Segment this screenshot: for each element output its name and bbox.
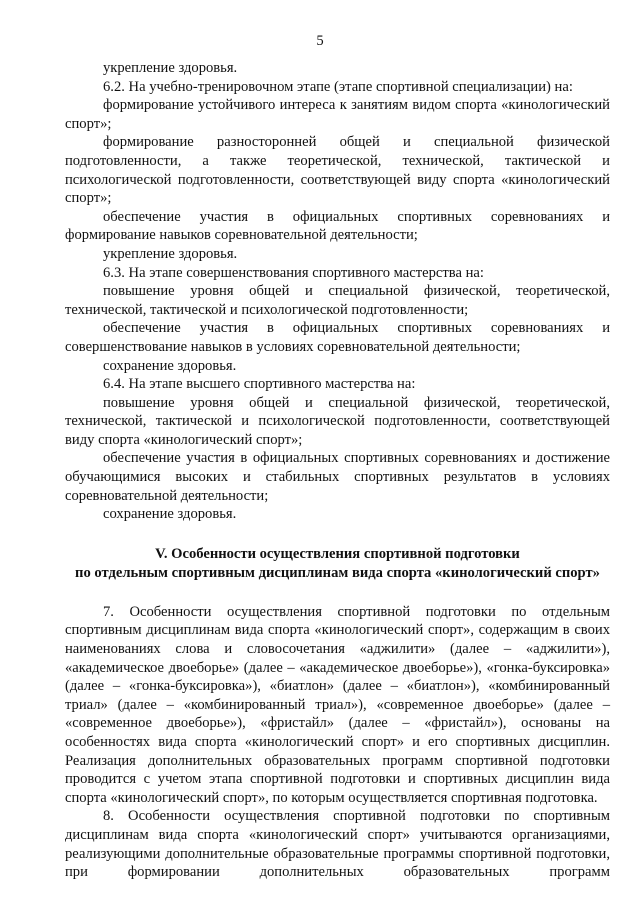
paragraph: повышение уровня общей и специальной физической, теоретической, технической, тактической и психологической подготовленности, соответствующей виду спорта «кинологический спорт»; xyxy=(65,394,610,448)
paragraph: обеспечение участия в официальных спортивных соревнованиях и формирование навыков соревновательной деятельности; xyxy=(65,208,610,244)
paragraph: укрепление здоровья. xyxy=(103,60,238,76)
paragraph: обеспечение участия в официальных спортивных соревнованиях и совершенствование навыков в условиях соревновательной деятельности; xyxy=(65,320,610,355)
paragraph: укрепление здоровья. xyxy=(103,245,238,262)
paragraph: 8. Особенности осуществления спортивной подготовки по спортивным дисциплинам вида спорта «кинологический спорт» учитываются организациями, реализующими дополнительные образовательные программы спортивной подготовки, при формировании дополнительных образовательных программ xyxy=(65,808,610,881)
page-number: 5 xyxy=(316,33,324,49)
paragraph: 6.3. На этапе совершенствования спортивного мастерства на: xyxy=(103,264,484,281)
paragraph: 7. Особенности осуществления спортивной подготовки по отдельным спортивным дисциплинам вида спорта «кинологический спорт», содержащим в своих наименованиях слова и словосочетания «аджилити» (далее – «аджилити»), «академическое двоеборье» (далее – «академическое двоеборье»), «гонка-буксировка» (далее – «гонка-буксировка»), «биатлон» (далее – «биатлон»), «комбинированный триал» (далее – «комбинированный триал»), «современное двоеборье» (далее – «современное двоеборье»), «фристайл» (далее – «фристайл»), основаны на особенностях вида спорта «кинологический спорт» и его спортивных дисциплин. Реализация дополнительных образовательных программ спортивной подготовки проводится с учетом этапа спортивной подготовки и спортивных дисциплин вида спорта «кинологический спорт», по которым осуществляется спортивная подготовка. xyxy=(65,603,610,806)
paragraph: сохранение здоровья. xyxy=(103,506,237,523)
section-heading-line: по отдельным спортивным дисциплинам вида спорта «кинологический спорт» xyxy=(75,564,600,581)
paragraph: 6.2. На учебно-тренировочном этапе (этапе спортивной специализации) на: xyxy=(103,78,573,95)
section-heading xyxy=(65,545,610,583)
paragraph: обеспечение участия в официальных спортивных соревнованиях и достижение обучающимися высоких и стабильных спортивных результатов в условиях соревновательной деятельности; xyxy=(65,450,610,504)
section-heading-line: V. Особенности осуществления спортивной подготовки xyxy=(155,545,520,562)
document-body xyxy=(65,59,610,882)
paragraph: повышение уровня общей и специальной физической, теоретической, технической, тактической и психологической подготовленности; xyxy=(65,283,610,318)
paragraph: формирование устойчивого интереса к занятиям видом спорта «кинологический спорт»; xyxy=(65,97,610,132)
paragraph: сохранение здоровья. xyxy=(103,357,237,374)
paragraph: формирование разносторонней общей и специальной физической подготовленности, а также теоретической, технической, тактической и психологической подготовленности, соответствующей виду спорта «кинологический спорт»; xyxy=(65,134,610,207)
paragraph: 6.4. На этапе высшего спортивного мастерства на: xyxy=(103,376,416,393)
